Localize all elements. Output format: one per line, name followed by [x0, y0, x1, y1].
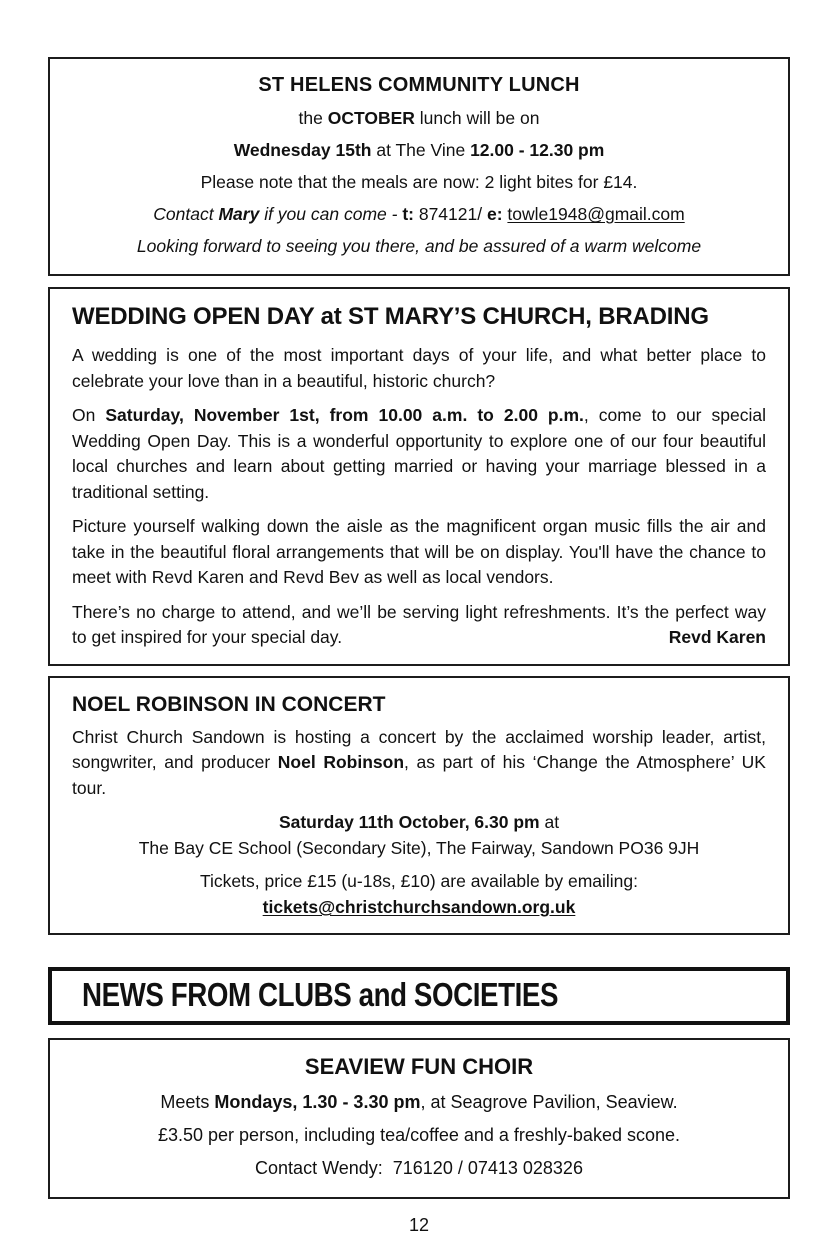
text-run: lunch will be on: [414, 108, 540, 128]
text-run: , as part of his ‘Change the Atmosphere’ UK tour.: [72, 752, 766, 798]
text-run: the: [298, 108, 328, 128]
artist-name: Noel Robinson: [277, 752, 405, 772]
concert-datetime-line: [72, 809, 766, 835]
text-run: at The Vine: [371, 140, 471, 160]
text-run: Meets: [160, 1092, 215, 1112]
text-run: , come to our special Wedding Open Day. This is a wonderful opportunity to explore one of our four beautiful local churches and learn about getting married or having your marriage blessed in a traditional setting.: [72, 405, 766, 502]
lunch-month-line: [74, 102, 764, 134]
choir-contact-line: Contact Wendy: 716120 / 07413 028326: [255, 1158, 583, 1178]
lunch-contact-line: [74, 198, 764, 230]
lunch-date: Wednesday 15th: [233, 140, 372, 160]
wedding-para-1: A wedding is one of the most important days of your life, and what better place to celebrate your love than in a beautiful, historic church?: [72, 345, 766, 391]
community-lunch-box: [48, 57, 790, 276]
seaview-choir-box: [48, 1038, 790, 1199]
choir-time: Mondays, 1.30 - 3.30 pm: [214, 1092, 421, 1112]
tel-label: t:: [402, 204, 419, 224]
concert-tickets-line: Tickets, price £15 (u-18s, £10) are available by emailing:: [199, 871, 639, 891]
phone-number: 874121/: [418, 204, 487, 224]
wedding-para-4: [72, 600, 766, 651]
concert-title: NOEL ROBINSON IN CONCERT: [72, 692, 386, 716]
email-label: e:: [486, 204, 508, 224]
text-run: There’s no charge to attend, and we’ll be serving light refreshments. It’s the perfect way to get inspired for your special day.: [72, 601, 766, 647]
concert-paragraph: [72, 725, 766, 802]
text-run: , at Seagrove Pavilion, Seaview.: [420, 1092, 678, 1112]
concert-box: [48, 676, 790, 936]
contact-name: Mary: [218, 204, 260, 224]
clubs-societies-banner-title: NEWS FROM CLUBS and SOCIETIES: [82, 976, 559, 1013]
concert-venue-line: The Bay CE School (Secondary Site), The Fairway, Sandown PO36 9JH: [138, 838, 700, 858]
wedding-para-3: Picture yourself walking down the aisle as the magnificent organ music fills the air and take in the beautiful floral arrangements that will be on display. You'll have the chance to meet with Revd Karen and Revd Bev as well as local vendors.: [72, 516, 766, 587]
signature: Revd Karen: [661, 625, 766, 651]
lunch-email-link[interactable]: towle1948@gmail.com: [507, 204, 685, 224]
concert-datetime: Saturday 11th October, 6.30 pm: [278, 812, 540, 832]
text-run: if you can come -: [259, 204, 403, 224]
community-lunch-title: ST HELENS COMMUNITY LUNCH: [258, 74, 580, 96]
wedding-title: WEDDING OPEN DAY at ST MARY’S CHURCH, BRADING: [72, 303, 709, 330]
text-run: Christ Church Sandown is hosting a concert by the acclaimed worship leader, artist, songwriter, and producer: [72, 726, 766, 772]
choir-price-line: £3.50 per person, including tea/coffee and a freshly-baked scone.: [157, 1125, 681, 1145]
lunch-price-line: Please note that the meals are now: 2 light bites for £14.: [200, 172, 638, 192]
text-run: Contact: [153, 204, 219, 224]
wedding-para-2: [72, 403, 766, 505]
lunch-time: 12.00 - 12.30 pm: [470, 140, 605, 160]
text-run: at: [539, 812, 560, 832]
text-run: On: [72, 405, 106, 425]
choir-title: SEAVIEW FUN CHOIR: [304, 1054, 534, 1079]
lunch-welcome-line: Looking forward to seeing you there, and be assured of a warm welcome: [136, 236, 702, 256]
clubs-societies-banner: [48, 967, 790, 1025]
month-emphasis: OCTOBER: [327, 108, 415, 128]
page-number: 12: [408, 1215, 430, 1235]
choir-schedule-line: [70, 1086, 768, 1119]
wedding-open-day-box: [48, 287, 790, 666]
lunch-datetime-line: [74, 134, 764, 166]
concert-email-line: [72, 894, 766, 920]
wedding-datetime: Saturday, November 1st, from 10.00 a.m. to 2.00 p.m.: [105, 405, 584, 425]
concert-email-link[interactable]: tickets@christchurchsandown.org.uk: [262, 897, 576, 917]
